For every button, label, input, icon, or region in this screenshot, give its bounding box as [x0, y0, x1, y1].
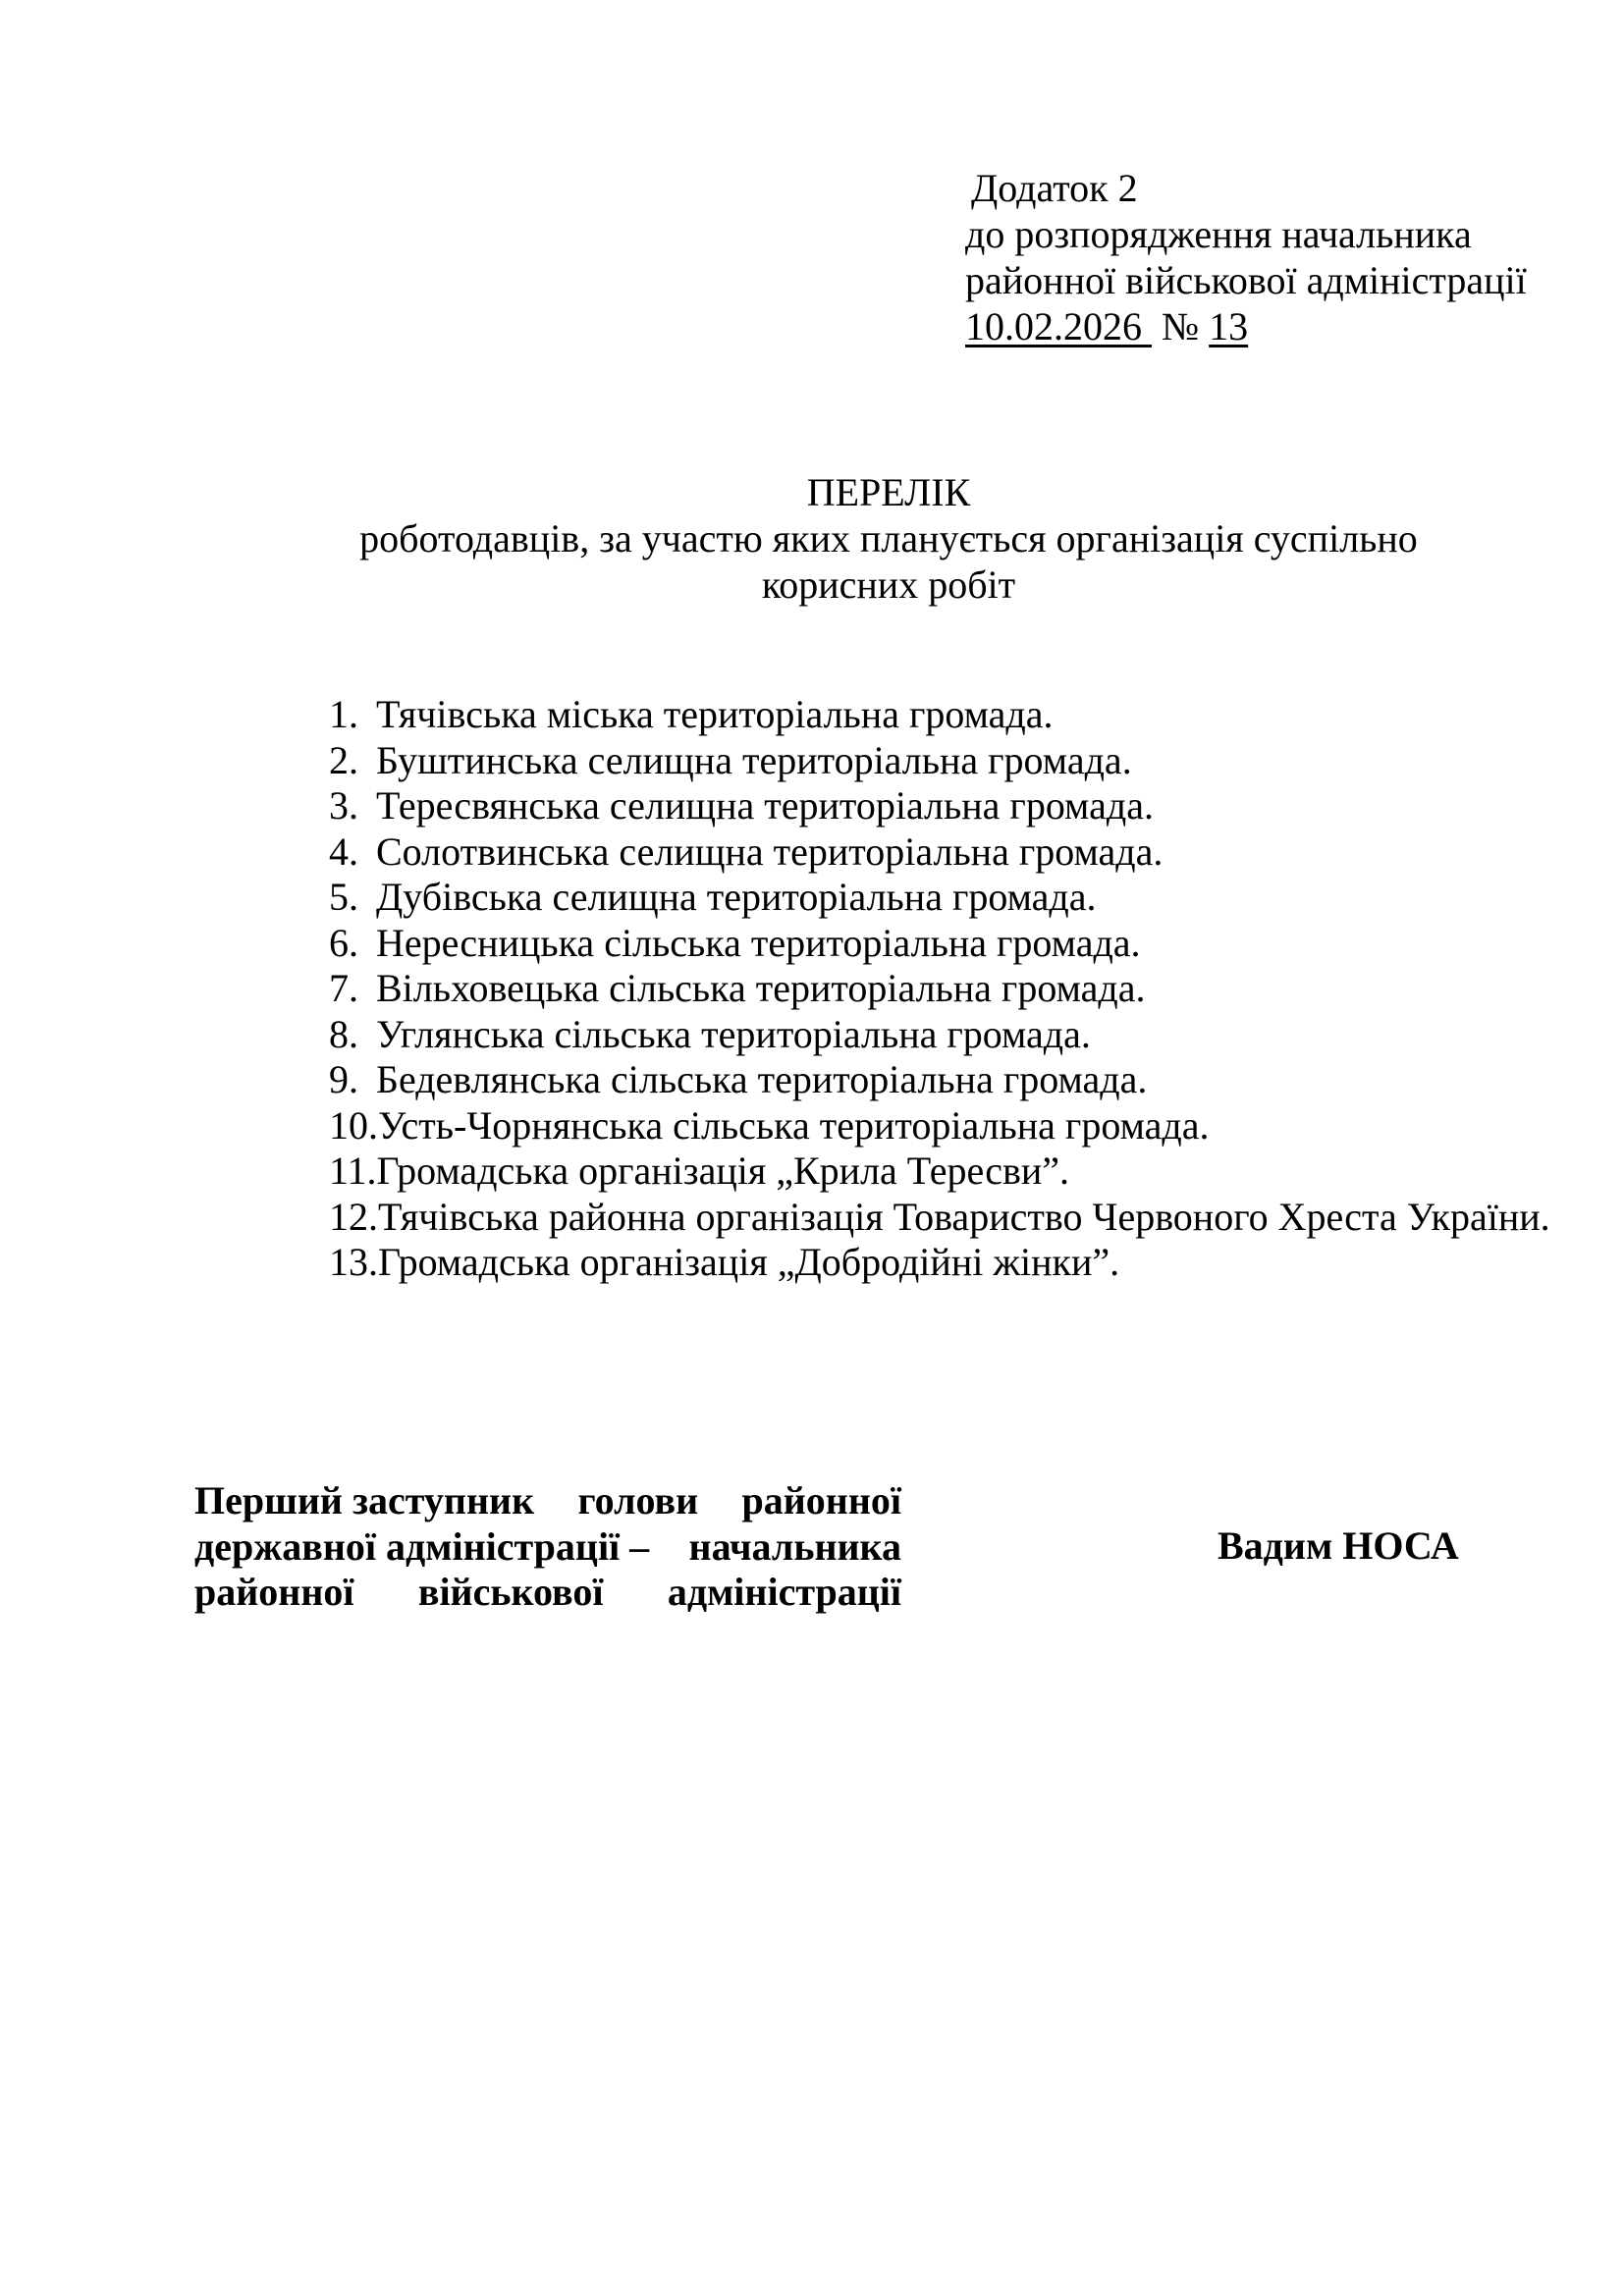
- signature-line: [194, 1478, 901, 1524]
- list-item: [329, 1195, 1550, 1241]
- list-item: [329, 1103, 1550, 1149]
- list-item-number: 5.: [329, 875, 358, 919]
- list-item-number: 12.: [329, 1194, 378, 1239]
- list-item: [329, 783, 1550, 829]
- date-value: 10.02.2026: [965, 304, 1152, 348]
- list-item-number: 11.: [329, 1148, 377, 1193]
- list-item: [329, 921, 1550, 967]
- list-item-text: Бедевлянська сільська територіальна громада.: [376, 1057, 1148, 1101]
- list-item-number: 9.: [329, 1057, 358, 1101]
- signature-line: [194, 1570, 901, 1616]
- list-item: [329, 829, 1550, 876]
- signature-block: [194, 1478, 901, 1616]
- signature-segment: військової: [417, 1570, 604, 1614]
- document-title: ПЕРЕЛІК: [806, 470, 971, 514]
- list-item-number: 1.: [329, 692, 358, 736]
- signature-segment: районної: [741, 1478, 901, 1522]
- list-item-text: Тячівська районна організація Товариство Червоного Хреста України.: [378, 1194, 1550, 1239]
- list-item-text: Нересницька сільська територіальна громада.: [376, 920, 1141, 965]
- list-item: [329, 875, 1550, 921]
- signature-segment: голови: [577, 1478, 699, 1522]
- order-reference-line-2: районної військової адміністрації: [965, 258, 1527, 302]
- list-item-text: Громадська організація „Крила Тересви”.: [376, 1148, 1070, 1193]
- order-number: 13: [1209, 304, 1249, 348]
- signatory-name: Вадим НОСА: [1218, 1523, 1459, 1568]
- list-item-number: 13.: [329, 1240, 378, 1284]
- list-item: [329, 692, 1550, 738]
- list-item-text: Тересвянська селищна територіальна громада.: [376, 783, 1154, 828]
- list-item-text: Тячівська міська територіальна громада.: [376, 692, 1054, 736]
- list-item-number: 10.: [329, 1102, 378, 1148]
- list-item: [329, 1148, 1550, 1195]
- list-item-text: Вільховецька сільська територіальна громада.: [376, 966, 1146, 1010]
- list-item-text: Углянська сільська територіальна громада.: [376, 1011, 1091, 1056]
- appendix-block: [965, 165, 1527, 349]
- appendix-label: Додаток 2: [971, 166, 1138, 210]
- list-item-text: Усть-Чорнянська сільська територіальна громада.: [378, 1102, 1210, 1148]
- list-item-number: 7.: [329, 966, 358, 1010]
- employers-list: [329, 692, 1550, 1286]
- date-number-line: [965, 303, 1527, 349]
- list-item-number: 8.: [329, 1011, 358, 1056]
- signature-segment: Перший заступник: [194, 1478, 535, 1522]
- signature-segment: районної: [194, 1570, 354, 1614]
- list-item: [329, 1012, 1550, 1058]
- list-item-number: 3.: [329, 783, 358, 828]
- list-item-number: 4.: [329, 828, 358, 874]
- signature-segment: адміністрації: [667, 1570, 901, 1614]
- number-sign: №: [1162, 304, 1210, 348]
- order-reference-line-1: до розпорядження начальника: [965, 212, 1472, 256]
- title-subtitle-line-1: роботодавців, за участю яких планується організація суспільно: [359, 516, 1418, 561]
- signature-segment: начальника: [688, 1523, 901, 1569]
- list-item-text: Дубівська селищна територіальна громада.: [376, 875, 1097, 919]
- signature-segment: державної адміністрації –: [194, 1523, 650, 1569]
- list-item-text: Громадська організація „Добродійні жінки”.: [378, 1240, 1120, 1284]
- list-item-number: 2.: [329, 737, 358, 782]
- list-item-text: Буштинська селищна територіальна громада.: [376, 737, 1132, 782]
- list-item: [329, 1057, 1550, 1103]
- signature-line: [194, 1524, 901, 1571]
- list-item: [329, 738, 1550, 784]
- list-item-text: Солотвинська селищна територіальна громада.: [376, 828, 1164, 874]
- list-item: [329, 1240, 1550, 1286]
- title-subtitle-line-2: корисних робіт: [761, 562, 1016, 607]
- list-item-number: 6.: [329, 920, 358, 965]
- document-title-block: [153, 469, 1624, 608]
- list-item: [329, 966, 1550, 1012]
